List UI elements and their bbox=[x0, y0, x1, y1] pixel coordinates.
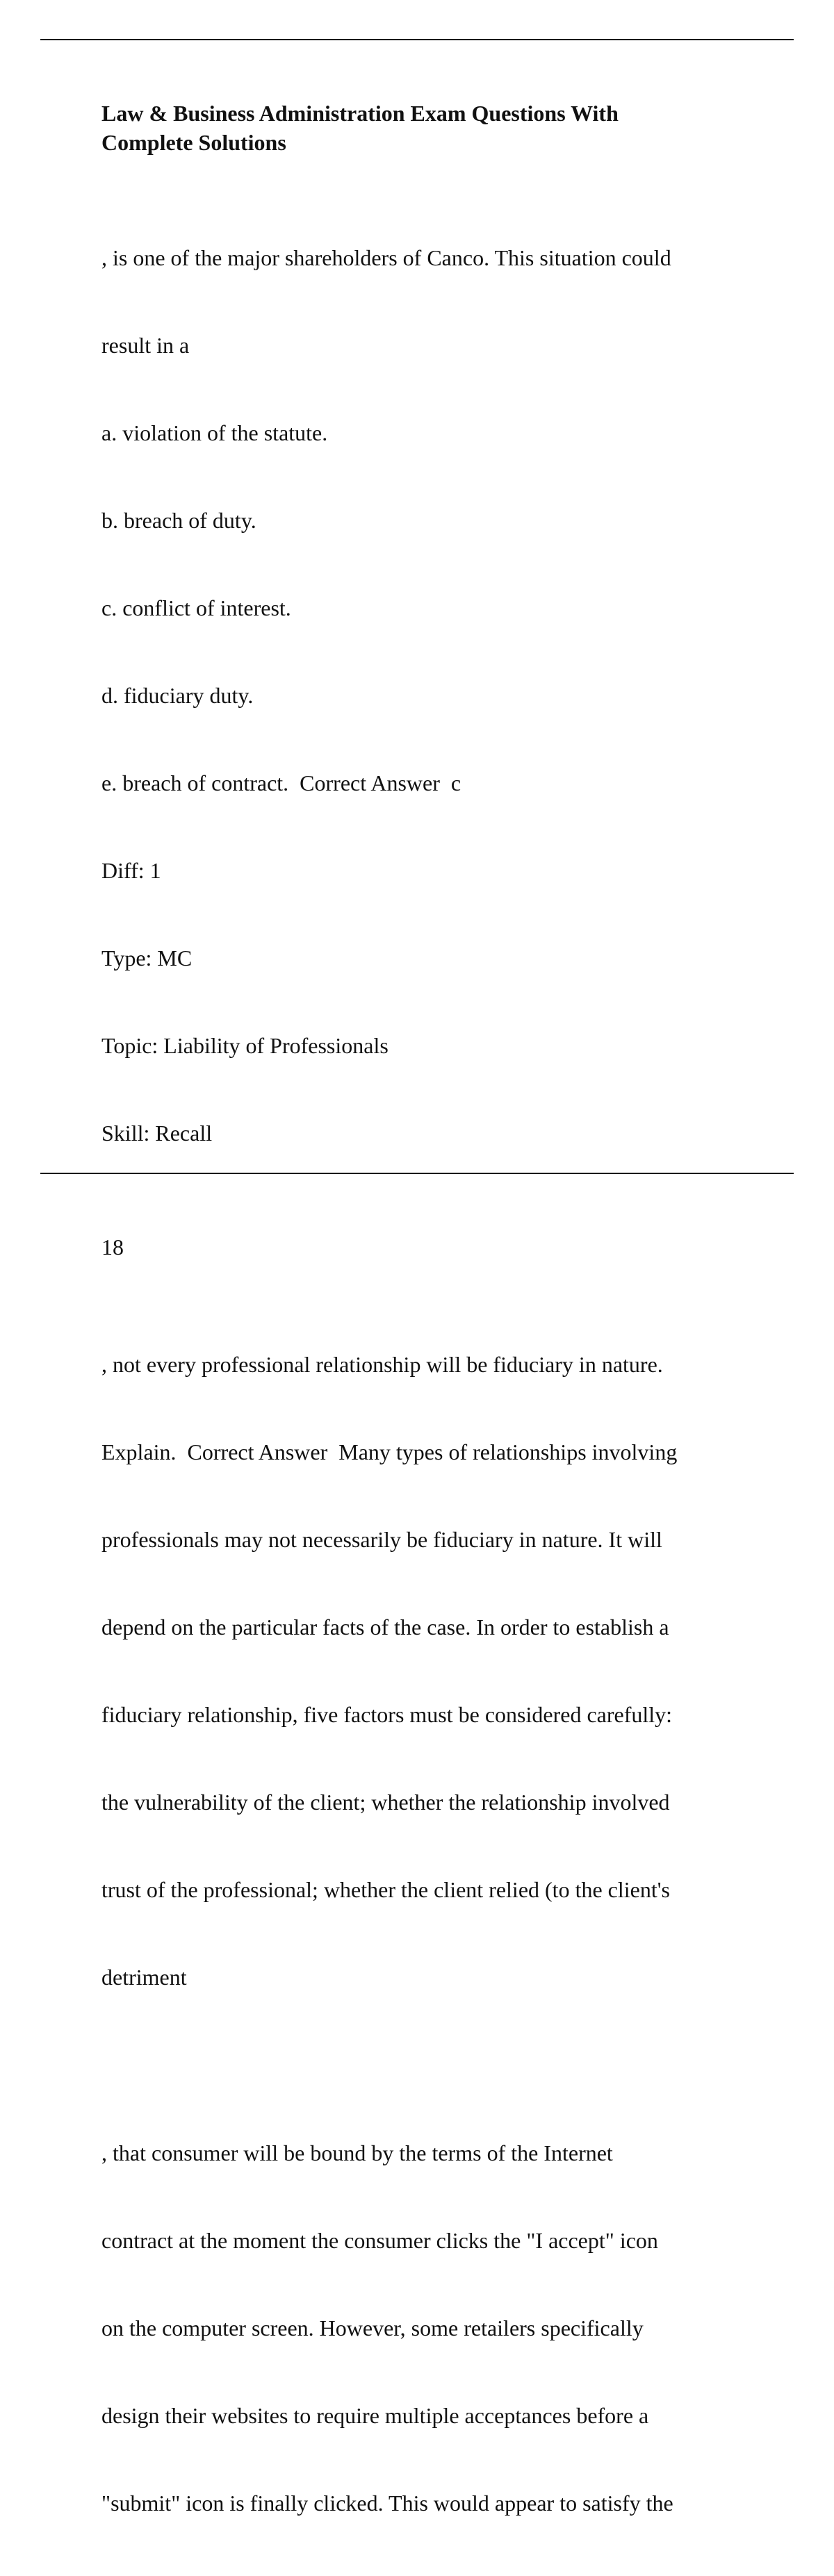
document-title bbox=[101, 99, 762, 157]
question-topic: Topic: Liability of Professionals bbox=[101, 1033, 389, 1058]
question-text: result in a bbox=[101, 333, 190, 358]
question-text: trust of the professional; whether the client relied (to the client's bbox=[101, 1877, 670, 1902]
question-text: fiduciary relationship, five factors must be considered carefully: bbox=[101, 1702, 673, 1727]
question-text: , not every professional relationship will be fiduciary in nature. bbox=[101, 1352, 663, 1377]
answer-option-c: c. conflict of interest. bbox=[101, 595, 291, 620]
question-text: on the computer screen. However, some retailers specifically bbox=[101, 2315, 644, 2340]
bottom-rule bbox=[40, 1173, 794, 1174]
question-text: contract at the moment the consumer clicks the "I accept" icon bbox=[101, 2228, 658, 2253]
document-body bbox=[101, 99, 762, 2576]
question-block-1 bbox=[101, 185, 762, 1206]
question-text: , that consumer will be bound by the terms of the Internet bbox=[101, 2140, 613, 2165]
question-text: "submit" icon is finally clicked. This would appear to satisfy the bbox=[101, 2491, 673, 2516]
answer-option-e: e. breach of contract. Correct Answer c bbox=[101, 770, 461, 795]
answer-option-b: b. breach of duty. bbox=[101, 508, 256, 533]
question-text: detriment bbox=[101, 1965, 187, 1990]
item-number: 18 bbox=[101, 1235, 124, 1260]
question-text: depend on the particular facts of the case. In order to establish a bbox=[101, 1615, 669, 1640]
question-type: Type: MC bbox=[101, 946, 193, 971]
question-text: professionals may not necessarily be fiduciary in nature. It will bbox=[101, 1527, 662, 1552]
title-line: Law & Business Administration Exam Questions With bbox=[101, 101, 619, 126]
question-block-2 bbox=[101, 1291, 762, 2050]
question-text: , is one of the major shareholders of Canco. This situation could bbox=[101, 245, 671, 270]
top-rule bbox=[40, 39, 794, 40]
answer-option-a: a. violation of the statute. bbox=[101, 420, 328, 445]
question-text: Explain. Correct Answer Many types of relationships involving bbox=[101, 1439, 678, 1464]
question-skill: Skill: Recall bbox=[101, 1121, 213, 1146]
question-block-3 bbox=[101, 2080, 762, 2576]
question-text: design their websites to require multiple acceptances before a bbox=[101, 2403, 649, 2428]
question-text: the vulnerability of the client; whether the relationship involved bbox=[101, 1790, 670, 1815]
title-line: Complete Solutions bbox=[101, 130, 286, 155]
answer-option-d: d. fiduciary duty. bbox=[101, 683, 254, 708]
question-difficulty: Diff: 1 bbox=[101, 858, 161, 883]
